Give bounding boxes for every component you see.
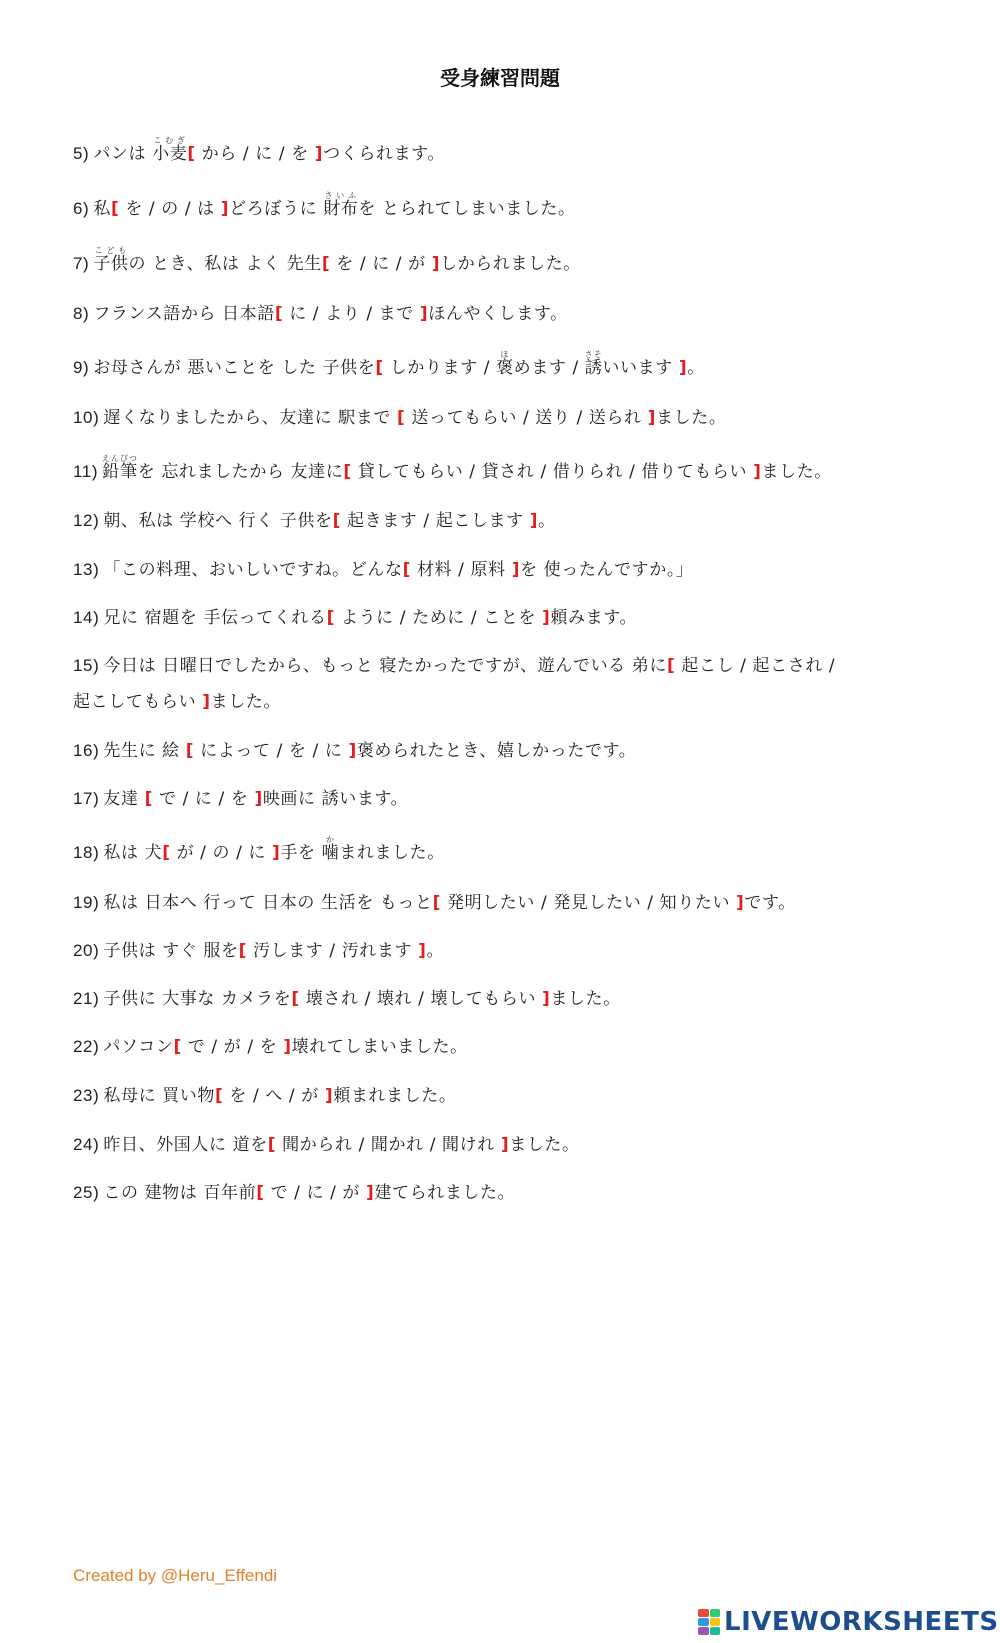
bracket-open: [ bbox=[238, 941, 247, 961]
bracket-close: ] bbox=[254, 789, 263, 809]
question-6: 6) 私[ を / の / は ]どろぼうに 財布さいふを とられてしまいました。 bbox=[73, 191, 576, 219]
bracket-close: ] bbox=[418, 941, 427, 961]
bracket-close: ] bbox=[366, 1183, 375, 1203]
bracket-close: ] bbox=[431, 254, 441, 274]
question-15: 15) 今日は 日曜日でしたから、もっと 寝たかったですが、遊んでいる 弟に[ 起こし / 起こされ / bbox=[73, 656, 836, 676]
furigana: 小麦こむぎ bbox=[152, 136, 188, 164]
page-title: 受身練習問題 bbox=[440, 66, 560, 90]
bracket-close: ] bbox=[542, 608, 551, 628]
question-number: 24) bbox=[73, 1135, 100, 1154]
bracket-open: [ bbox=[214, 1086, 224, 1106]
answer-options[interactable]: によって / を / に bbox=[194, 741, 349, 761]
answer-options[interactable]: で / に / を bbox=[152, 789, 255, 809]
bracket-close: ] bbox=[348, 741, 357, 761]
answer-options[interactable]: が / の / に bbox=[170, 843, 273, 863]
answer-options[interactable]: で / に / が bbox=[264, 1183, 367, 1203]
question-10: 10) 遅くなりましたから、友達に 駅まで [ 送ってもらい / 送り / 送られ ]ました。 bbox=[73, 408, 727, 428]
question-number: 18) bbox=[73, 843, 100, 862]
bracket-close: ] bbox=[736, 893, 745, 913]
bracket-open: [ bbox=[375, 358, 384, 378]
answer-options[interactable]: から / に / を bbox=[195, 144, 315, 164]
answer-options[interactable]: しかります / 褒ほめます / 誘さそいいます bbox=[383, 350, 679, 378]
answer-options[interactable]: 貸してもらい / 貸され / 借りられ / 借りてもらい bbox=[351, 462, 754, 482]
bracket-close: ] bbox=[529, 511, 539, 531]
answer-options[interactable]: を / に / が bbox=[330, 254, 432, 274]
question-20: 20) 子供は すぐ 服を[ 汚します / 汚れます ]。 bbox=[73, 941, 445, 961]
question-number: 11) bbox=[73, 462, 99, 481]
logo-text: LIVEWORKSHEETS bbox=[724, 1607, 999, 1637]
question-number: 13) bbox=[73, 560, 100, 579]
answer-options[interactable]: 聞かられ / 聞かれ / 聞けれ bbox=[276, 1135, 501, 1155]
bracket-close: ] bbox=[202, 692, 211, 712]
liveworksheets-logo[interactable] bbox=[698, 1608, 999, 1636]
question-19: 19) 私は 日本へ 行って 日本の 生活を もっと[ 発明したい / 発見したい / 知りたい ]です。 bbox=[73, 893, 796, 913]
question-number: 25) bbox=[73, 1183, 100, 1202]
answer-options[interactable]: に / より / まで bbox=[283, 304, 420, 324]
bracket-open: [ bbox=[667, 656, 676, 676]
question-16: 16) 先生に 絵 [ によって / を / に ]褒められたとき、嬉しかったです。 bbox=[73, 741, 637, 761]
bracket-close: ] bbox=[419, 304, 429, 324]
bracket-open: [ bbox=[144, 789, 153, 809]
question-number: 19) bbox=[73, 893, 100, 912]
answer-options[interactable]: 発明したい / 発見したい / 知りたい bbox=[440, 893, 737, 913]
question-number: 10) bbox=[73, 408, 100, 427]
question-24: 24) 昨日、外国人に 道を[ 聞かられ / 聞かれ / 聞けれ ]ました。 bbox=[73, 1135, 580, 1155]
logo-icon bbox=[698, 1609, 720, 1635]
question-22: 22) パソコン[ で / が / を ]壊れてしまいました。 bbox=[73, 1037, 468, 1057]
answer-options[interactable]: 起こし / 起こされ / bbox=[675, 656, 836, 676]
bracket-close: ] bbox=[272, 843, 281, 863]
bracket-open: [ bbox=[187, 144, 196, 164]
bracket-open: [ bbox=[162, 843, 171, 863]
question-17: 17) 友達 [ で / に / を ]映画に 誘います。 bbox=[73, 789, 409, 809]
author-credit: Created by @Heru_Effendi bbox=[73, 1566, 278, 1585]
furigana: 財布さいふ bbox=[323, 191, 359, 219]
answer-options[interactable]: ように / ために / ことを bbox=[334, 608, 543, 628]
bracket-open: [ bbox=[396, 408, 406, 428]
question-7: 7) 子供こどもの とき、私は よく 先生[ を / に / が ]しかられました。 bbox=[73, 246, 581, 274]
question-number: 8) bbox=[73, 304, 90, 323]
question-number: 16) bbox=[73, 741, 100, 760]
furigana: 噛か bbox=[321, 835, 340, 863]
bracket-open: [ bbox=[326, 608, 335, 628]
question-5: 5) パンは 小麦こむぎ[ から / に / を ]つくられます。 bbox=[73, 136, 446, 164]
question-number: 5) bbox=[73, 144, 90, 163]
answer-options[interactable]: 起こしてもらい bbox=[73, 692, 203, 712]
question-number: 17) bbox=[73, 789, 100, 808]
bracket-close: ] bbox=[314, 144, 324, 164]
answer-options[interactable]: を / へ / が bbox=[223, 1086, 325, 1106]
question-11: 11) 鉛筆えんぴつを 忘れましたから 友達に[ 貸してもらい / 貸され / 借りられ / 借りてもらい ]ました。 bbox=[73, 454, 832, 482]
answer-options[interactable]: 起きます / 起こします bbox=[340, 511, 530, 531]
question-number: 23) bbox=[73, 1086, 100, 1105]
question-number: 12) bbox=[73, 511, 100, 530]
bracket-close: ] bbox=[542, 989, 551, 1009]
answer-options[interactable]: を / の / は bbox=[119, 199, 221, 219]
question-13: 13) 「この料理、おいしいですね。どんな[ 材料 / 原料 ]を 使ったんですか。」 bbox=[73, 560, 694, 580]
bracket-open: [ bbox=[256, 1183, 265, 1203]
question-18: 18) 私は 犬[ が / の / に ]手を 噛かまれました。 bbox=[73, 835, 445, 863]
bracket-open: [ bbox=[402, 560, 411, 580]
question-25: 25) この 建物は 百年前[ で / に / が ]建てられました。 bbox=[73, 1183, 516, 1203]
bracket-close: ] bbox=[678, 358, 688, 378]
bracket-open: [ bbox=[274, 304, 284, 324]
bracket-close: ] bbox=[753, 462, 762, 482]
question-number: 9) bbox=[73, 358, 90, 377]
bracket-open: [ bbox=[267, 1135, 277, 1155]
bracket-open: [ bbox=[332, 511, 341, 531]
question-number: 22) bbox=[73, 1037, 100, 1056]
question-number: 14) bbox=[73, 608, 100, 627]
answer-options[interactable]: 汚します / 汚れます bbox=[246, 941, 419, 961]
question-number: 6) bbox=[73, 199, 90, 218]
bracket-open: [ bbox=[343, 462, 352, 482]
bracket-close: ] bbox=[500, 1135, 510, 1155]
bracket-open: [ bbox=[321, 254, 331, 274]
bracket-close: ] bbox=[511, 560, 521, 580]
question-number: 21) bbox=[73, 989, 100, 1008]
answer-options[interactable]: 壊され / 壊れ / 壊してもらい bbox=[299, 989, 543, 1009]
question-15-line-2: 起こしてもらい ]ました。 bbox=[73, 692, 281, 712]
bracket-close: ] bbox=[324, 1086, 334, 1106]
question-12: 12) 朝、私は 学校へ 行く 子供を[ 起きます / 起こします ]。 bbox=[73, 511, 556, 531]
bracket-open: [ bbox=[110, 199, 120, 219]
question-9: 9) お母さんが 悪いことを した 子供を[ しかります / 褒ほめます / 誘さそいいます ]。 bbox=[73, 350, 705, 378]
bracket-open: [ bbox=[291, 989, 300, 1009]
question-number: 15) bbox=[73, 656, 100, 675]
question-number: 20) bbox=[73, 941, 100, 960]
bracket-close: ] bbox=[220, 199, 230, 219]
question-number: 7) bbox=[73, 254, 90, 273]
answer-options[interactable]: 送ってもらい / 送り / 送られ bbox=[405, 408, 648, 428]
answer-options[interactable]: 材料 / 原料 bbox=[410, 560, 512, 580]
bracket-open: [ bbox=[173, 1037, 182, 1057]
question-23: 23) 私母に 買い物[ を / へ / が ]頼まれました。 bbox=[73, 1086, 457, 1106]
question-8: 8) フランス語から 日本語[ に / より / まで ]ほんやくします。 bbox=[73, 304, 568, 324]
bracket-close: ] bbox=[647, 408, 657, 428]
bracket-open: [ bbox=[185, 741, 195, 761]
furigana: 鉛筆えんぴつ bbox=[101, 454, 138, 482]
question-14: 14) 兄に 宿題を 手伝ってくれる[ ように / ために / ことを ]頼みます。 bbox=[73, 608, 638, 628]
answer-options[interactable]: で / が / を bbox=[181, 1037, 284, 1057]
question-21: 21) 子供に 大事な カメラを[ 壊され / 壊れ / 壊してもらい ]ました。 bbox=[73, 989, 621, 1009]
bracket-close: ] bbox=[283, 1037, 292, 1057]
furigana: 子供こども bbox=[93, 246, 129, 274]
bracket-open: [ bbox=[432, 893, 441, 913]
